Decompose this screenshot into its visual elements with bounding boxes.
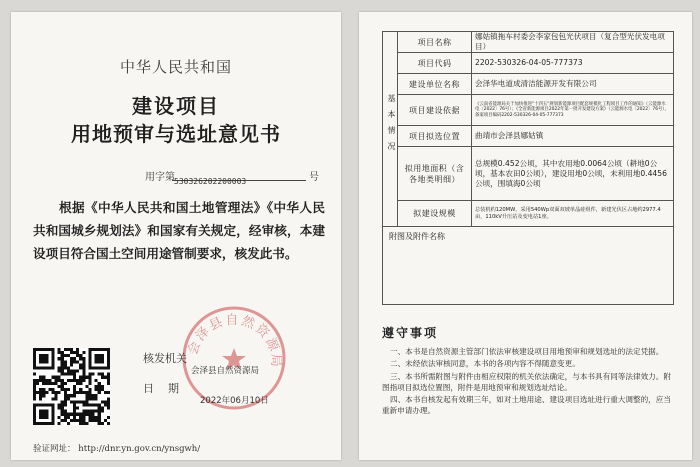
- certificate-body-text: 根据《中华人民共和国土地管理法》《中华人民共和国城乡规划法》和国家有关规定，经审核，本建设项目符合国土空间用途管制要求，核发此书。: [33, 200, 325, 261]
- qr-code-icon: [33, 348, 110, 425]
- notice-item: 四、本书自核发起有效期三年，如对土地用途、建设项目选址进行重大调整的，应当重新申请办理。: [382, 395, 671, 416]
- word-number-suffix: 号: [309, 172, 319, 183]
- issue-date-value: 2022年06月10日: [200, 396, 269, 406]
- issuer-label: 核发机关: [143, 352, 187, 365]
- date-label: 日期: [143, 382, 193, 395]
- issuer-value: 会泽县自然资源局: [191, 366, 260, 376]
- row-label: 项目名称: [398, 32, 472, 53]
- document-title-line2: 用地预审与选址意见书: [71, 122, 281, 146]
- land-area-value: 总规模0.452公顷，其中农用地0.0064公顷（耕地0公顷，基本农田0公顷），建设用地0公顷，未利用地0.4456公顷，围填海0公顷: [472, 147, 674, 201]
- row-label: 项目代码: [398, 53, 472, 74]
- table-row: [383, 95, 674, 126]
- project-name-value: 娜姑镇拖车村委会李家包包光伏项目（复合型光伏发电项目）: [472, 32, 674, 53]
- verify-url[interactable]: http://dnr.yn.gov.cn/ynsgwh/: [78, 444, 201, 454]
- project-basis-value: 《云南省能源局关于加快推进"十四五"规划新能源项目配套规模化工程项目工作的通知》（云能源水电〔2022〕76号）；《全省新能源项目2022年第一批开发建设方案》（云能源水电〔2022〕76号），备案项目编码2202-530326-04-05-777373: [472, 95, 674, 126]
- notice-title: 遵守事项: [382, 326, 439, 340]
- notice-item: 一、本书是自然资源主管部门依法审核建设项目用地预审和规划选址的法定凭据。: [390, 347, 664, 356]
- notice-item: 二、未经依法审核同意，本书的各项内容不得随意变更。: [390, 359, 580, 369]
- word-number-prefix: 用字第: [145, 172, 175, 183]
- verify-line: [33, 442, 200, 454]
- row-label: 项目拟选位置: [398, 126, 472, 147]
- attachments-cell: 附图及附件名称: [383, 227, 674, 305]
- basic-info-table: [382, 31, 674, 305]
- word-number-value: 530326202200003: [174, 177, 247, 186]
- notice-list: [382, 346, 674, 418]
- table-row: [383, 201, 674, 227]
- table-row: [383, 126, 674, 147]
- row-label: 拟建设规模: [398, 201, 472, 227]
- certificate-front-page: [11, 12, 341, 460]
- table-row: [383, 227, 674, 305]
- builder-name-value: 会泽华电道成清洁能源开发有限公司: [472, 74, 674, 95]
- scale-value: 总装机约120MW，采用540Wp双面双玻单晶硅组件，新建光伏区占地约2977.4亩，110kV升压站及变电站1座。: [472, 201, 674, 227]
- document-title-line1: 建设项目: [132, 94, 220, 118]
- project-code-value: 2202-530326-04-05-777373: [472, 53, 674, 74]
- table-row: [383, 53, 674, 74]
- row-label: 拟用地面积（含各地类明细）: [398, 147, 472, 201]
- certificate-details-page: [359, 12, 692, 460]
- svg-text:会泽县自然资源局: 会泽县自然资源局: [185, 312, 284, 370]
- row-label: 项目建设依据: [398, 95, 472, 126]
- row-label: 建设单位名称: [398, 74, 472, 95]
- notice-item: 三、本书所需附图与附件由相应权限的机关依法确定，与本书具有同等法律效力。附图指项目拟选位置图，附件是用地预审和规划选址结论。: [382, 371, 671, 392]
- table-row: [383, 74, 674, 95]
- table-row: [383, 32, 674, 53]
- verify-label: 验证网址：: [33, 444, 76, 454]
- table-row: [383, 147, 674, 201]
- location-value: 曲靖市会泽县娜姑镇: [472, 126, 674, 147]
- country-title: 中华人民共和国: [119, 58, 232, 76]
- basic-info-side-label: 基本情况: [383, 32, 398, 227]
